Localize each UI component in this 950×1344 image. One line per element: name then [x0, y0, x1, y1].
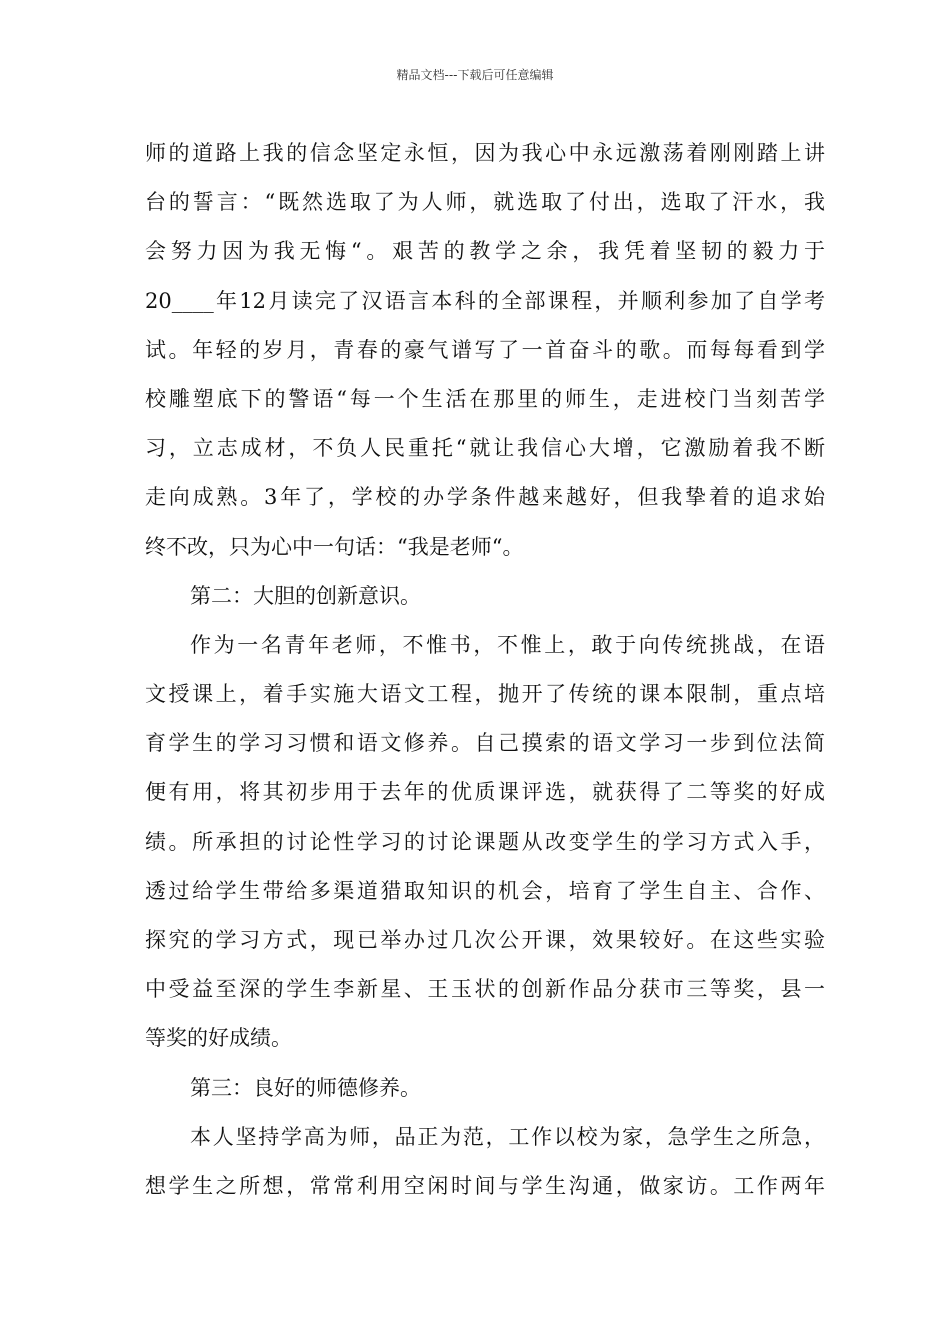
text-line: 20____年12月读完了汉语言本科的全部课程，并顺利参加了自学考: [145, 288, 825, 313]
text-line: 育学生的学习习惯和语文修养。自己摸索的语文学习一步到位法简: [145, 731, 825, 756]
text-line: 作为一名青年老师，不惟书，不惟上，敢于向传统挑战，在语: [190, 632, 825, 657]
text-line: 透过给学生带给多渠道猎取知识的机会，培育了学生自主、合作、: [145, 878, 825, 903]
text-line: 中受益至深的学生李新星、王玉状的创新作品分获市三等奖，县一: [145, 977, 825, 1002]
text-line: 想学生之所想，常常利用空闲时间与学生沟通，做家访。工作两年: [145, 1173, 825, 1198]
text-line: 等奖的好成绩。: [145, 1026, 292, 1051]
section-heading: 第二：大胆的创新意识。: [190, 583, 421, 608]
text-line: 终不改，只为心中一句话：“我是老师“。: [145, 534, 524, 559]
text-line: 探究的学习方式，现已举办过几次公开课，效果较好。在这些实验: [145, 928, 825, 952]
text-line: 便有用，将其初步用于去年的优质课评选，就获得了二等奖的好成: [145, 780, 825, 805]
text-line: 会努力因为我无悔“。艰苦的教学之余，我凭着坚韧的毅力于: [145, 239, 825, 264]
text-line: 本人坚持学高为师，品正为范，工作以校为家，急学生之所急，: [190, 1124, 825, 1149]
text-line: 文授课上，着手实施大语文工程，抛开了传统的课本限制，重点培: [145, 682, 825, 707]
text-line: 试。年轻的岁月，青春的豪气谱写了一首奋斗的歌。而每每看到学: [145, 337, 825, 362]
text-line: 师的道路上我的信念坚定永恒，因为我心中永远激荡着刚刚踏上讲: [145, 141, 825, 165]
text-line: 校雕塑底下的警语“每一个生活在那里的师生，走进校门当刻苦学: [145, 386, 825, 411]
section-heading: 第三：良好的师德修养。: [190, 1075, 421, 1100]
text-line: 绩。所承担的讨论性学习的讨论课题从改变学生的学习方式入手，: [145, 829, 825, 854]
text-line: 习，立志成材，不负人民重托“就让我信心大增，它激励着我不断: [145, 436, 825, 461]
page-header: 精品文档---下载后可任意编辑: [396, 68, 554, 82]
document-body: [145, 129, 825, 1211]
text-line: 台的誓言：“既然选取了为人师，就选取了付出，选取了汗水，我: [145, 190, 825, 215]
text-line: 走向成熟。3年了，学校的办学条件越来越好，但我挚着的追求始: [145, 485, 825, 510]
